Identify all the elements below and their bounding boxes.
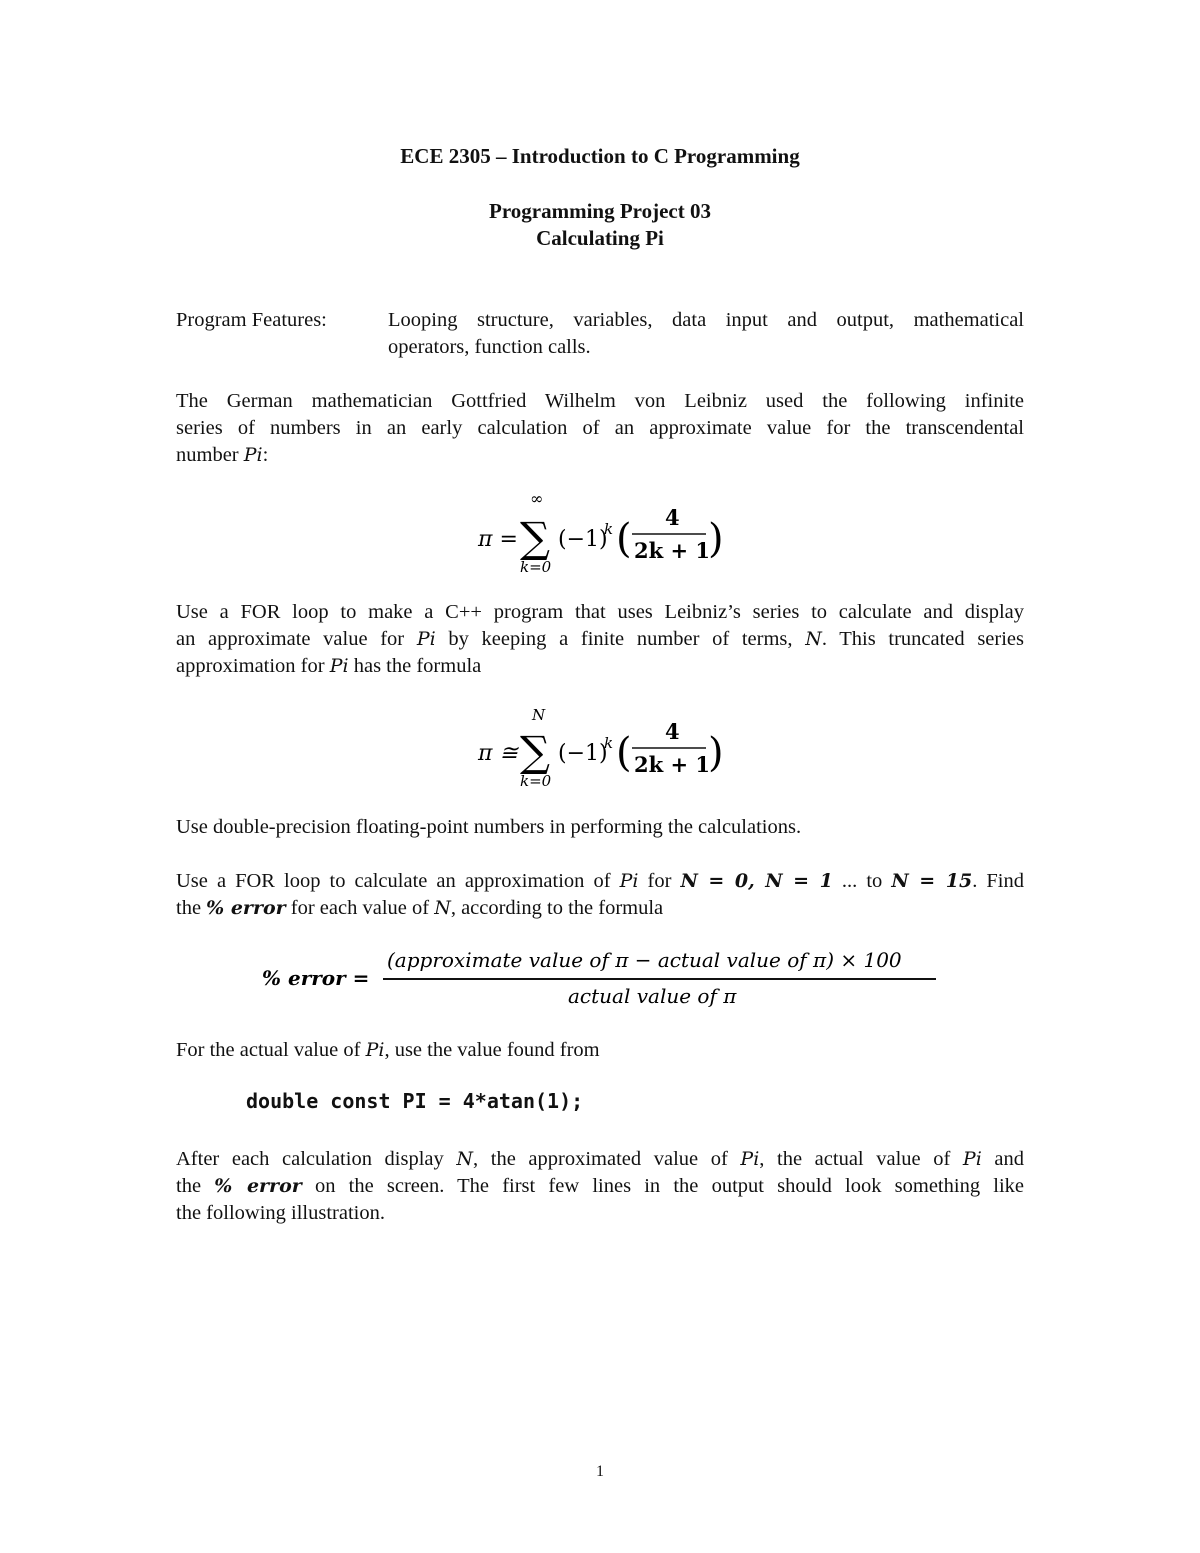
eq1-term: (−1) — [558, 527, 608, 552]
eq1-left-paren: ( — [616, 516, 632, 562]
eq3-denominator: actual value of π — [568, 984, 737, 1008]
eq1-lower-limit: k=0 — [520, 558, 552, 576]
para4-line-1: Use a FOR loop to calculate an approximation of Pi for N = 0, N = 1 ... to N = 15. Find — [176, 870, 1024, 892]
eq1-numerator: 4 — [665, 505, 680, 530]
eq2-lhs: π ≅ — [478, 741, 518, 766]
intro-line-1: The German mathematician Gottfried Wilhelm von Leibniz used the following infinite — [176, 390, 1024, 412]
features-line-1: Looping structure, variables, data input and output, mathematical — [388, 309, 1024, 331]
para3-line: Use double-precision floating-point numbers in performing the calculations. — [176, 816, 802, 838]
leibniz-series-equation — [470, 490, 740, 580]
course-title: ECE 2305 – Introduction to C Programming — [400, 144, 800, 168]
paragraph-double-precision — [176, 814, 1024, 841]
eq1-right-paren: ) — [708, 516, 724, 562]
intro-paragraph — [176, 388, 1024, 469]
eq2-left-paren: ( — [616, 730, 632, 776]
features-label: Program Features: — [176, 309, 327, 331]
page-number: 1 — [596, 1463, 604, 1480]
eq2-sigma: ∑ — [520, 727, 550, 776]
eq1-upper-limit: ∞ — [530, 490, 544, 508]
para6-line-2: the % error on the screen. The first few lines in the output should look something like — [176, 1175, 1024, 1197]
features-line-2: operators, function calls. — [388, 336, 591, 358]
code-snippet: double const PI = 4*atan(1); — [246, 1089, 584, 1113]
eq2-lower-limit: k=0 — [520, 772, 552, 790]
para6-line-1: After each calculation display N, the approximated value of Pi, the actual value of Pi and — [176, 1148, 1025, 1170]
eq1-lhs: π = — [478, 527, 518, 552]
eq3-lhs: % error = — [262, 966, 370, 990]
eq1-sigma: ∑ — [520, 513, 550, 562]
intro-line-2: series of numbers in an early calculation of an approximate value for the transcendental — [176, 417, 1024, 439]
eq2-right-paren: ) — [708, 730, 724, 776]
eq1-exponent: k — [604, 520, 614, 538]
paragraph-percent-error — [176, 868, 1024, 922]
truncated-series-equation — [470, 704, 740, 794]
para4-line-2: the % error for each value of N, according to the formula — [176, 897, 664, 919]
paragraph-for-loop — [176, 599, 1024, 680]
eq2-term: (−1) — [558, 741, 608, 766]
eq1-denominator: 2k + 1 — [634, 538, 710, 563]
eq2-denominator: 2k + 1 — [634, 752, 710, 777]
project-subtitle: Calculating Pi — [536, 226, 664, 250]
features-text — [388, 307, 1024, 361]
eq3-numerator: (approximate value of π − actual value of π) × 100 — [387, 948, 902, 972]
paragraph-actual-value — [176, 1037, 1024, 1064]
project-title: Programming Project 03 — [489, 199, 711, 223]
intro-line-3: number Pi: — [176, 444, 269, 466]
para2-line-3: approximation for Pi has the formula — [176, 655, 482, 677]
para5-line: For the actual value of Pi, use the value found from — [176, 1039, 600, 1061]
eq2-numerator: 4 — [665, 719, 680, 744]
para6-line-3: the following illustration. — [176, 1202, 385, 1224]
para2-line-2: an approximate value for Pi by keeping a finite number of terms, N. This truncated series — [176, 628, 1025, 650]
percent-error-equation — [262, 945, 952, 1011]
para2-line-1: Use a FOR loop to make a C++ program that uses Leibniz’s series to calculate and display — [176, 601, 1024, 623]
eq2-upper-limit: N — [532, 706, 546, 724]
paragraph-display-output — [176, 1146, 1024, 1227]
eq2-exponent: k — [604, 734, 614, 752]
